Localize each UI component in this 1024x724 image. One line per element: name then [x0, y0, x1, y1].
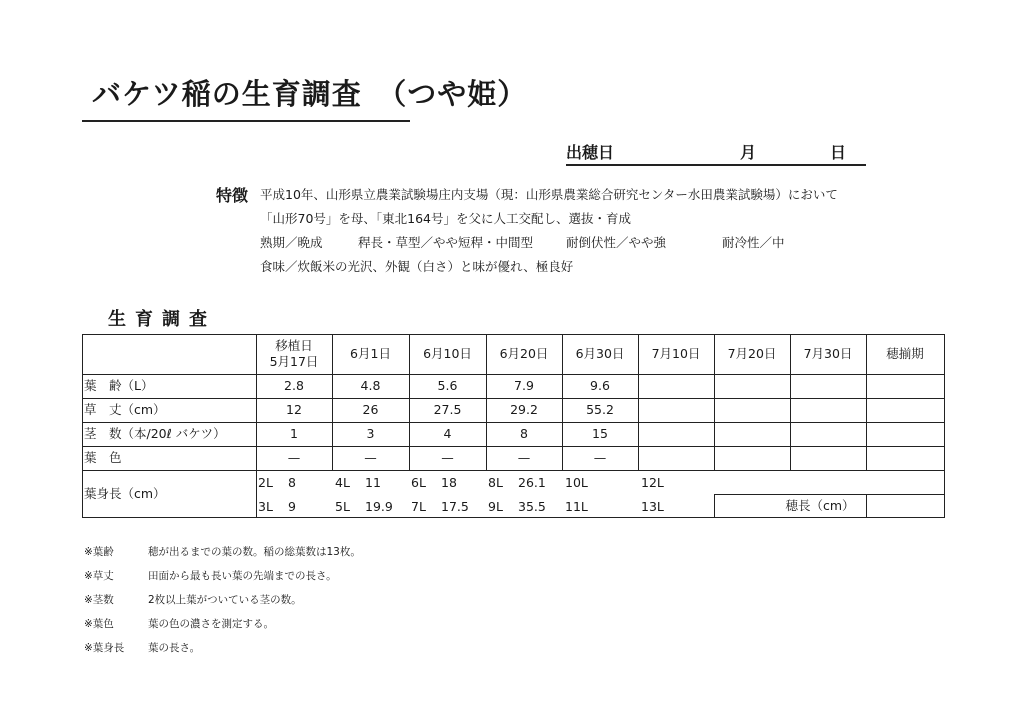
leaf-length-value: 8: [288, 475, 296, 490]
leaf-position: 2L: [258, 475, 273, 490]
heading-date-day: 日: [830, 143, 847, 162]
features-line-2: 「山形70号」を母、「東北164号」を父に人工交配し、選抜・育成: [260, 211, 632, 226]
page-title: バケツ稲の生育調査 （つや姫）: [92, 77, 528, 111]
features-label: 特徴: [216, 186, 249, 205]
note-term: ※茎数: [84, 594, 114, 606]
note-desc: 葉の長さ。: [148, 642, 201, 654]
features-line-1: 平成10年、山形県立農業試験場庄内支場（現：山形県農業総合研究センター水田農業試験場）において: [260, 187, 838, 202]
leaf-length-value: 18: [441, 475, 457, 490]
note-term: ※葉色: [84, 618, 114, 630]
leaf-length-value: 9: [288, 499, 296, 514]
grid-line: [82, 422, 945, 423]
leaf-length-value: 26.1: [518, 475, 546, 490]
feature-lodging: 耐倒伏性／やや強: [566, 235, 667, 250]
leaf-position: 13L: [641, 499, 664, 514]
leaf-position: 10L: [565, 475, 588, 490]
table-cell: 1: [290, 426, 298, 441]
table-cell: 4: [443, 426, 452, 441]
leaf-length-value: 35.5: [518, 499, 546, 514]
row-label-leaf-color: 葉 色: [84, 450, 122, 465]
leaf-position: 8L: [488, 475, 503, 490]
grid-line: [82, 398, 945, 399]
grid-line: [256, 470, 257, 518]
note-desc: 葉の色の濃さを測定する。: [148, 618, 274, 630]
table-cell: 4.8: [360, 378, 381, 393]
header-date: 7月30日: [803, 346, 853, 361]
table-cell: —: [441, 450, 454, 465]
note-term: ※葉身長: [84, 642, 125, 654]
heading-date-underline: [566, 164, 866, 166]
features-line-4: 食味／炊飯米の光沢、外観（白さ）と味が優れ、極良好: [260, 259, 574, 274]
table-cell: 15: [592, 426, 608, 441]
features-line-3: [260, 233, 820, 253]
table-cell: 3: [366, 426, 375, 441]
header-date: 6月30日: [575, 346, 625, 361]
grid-line: [714, 494, 945, 495]
table-cell: 12: [286, 402, 302, 417]
grid-line: [82, 334, 83, 518]
table-cell: 8: [520, 426, 528, 441]
table-cell: 2.8: [284, 378, 304, 393]
ear-length-label: 穂長（cm）: [785, 498, 855, 513]
feature-cold: 耐冷性／中: [722, 235, 785, 250]
heading-date-month: 月: [740, 143, 757, 162]
table-cell: —: [364, 450, 377, 465]
heading-date-label: 出穂日: [566, 143, 615, 162]
table-cell: 7.9: [514, 378, 534, 393]
note-term: ※葉齢: [84, 546, 114, 558]
table-cell: —: [517, 450, 531, 465]
leaf-position: 11L: [565, 499, 588, 514]
leaf-position: 12L: [641, 475, 664, 490]
note-term: ※草丈: [84, 570, 114, 582]
leaf-position: 3L: [258, 499, 273, 514]
grid-line: [82, 517, 945, 518]
note-desc: 2枚以上葉がついている茎の数。: [148, 594, 302, 606]
grid-line: [944, 334, 945, 518]
table-cell: 29.2: [510, 402, 538, 417]
leaf-length-value: 11: [365, 475, 381, 490]
heading-date-field: [566, 140, 866, 164]
header-date: 7月10日: [651, 346, 701, 361]
row-label-stem-count: 茎 数（本/20ℓ バケツ）: [84, 426, 226, 441]
section-title: 生育調査: [108, 309, 216, 330]
header-date: 6月10日: [423, 346, 472, 361]
header-heading-stage: 穂揃期: [886, 346, 924, 361]
title-underline: [82, 120, 410, 122]
table-cell: 5.6: [437, 378, 458, 393]
leaf-length-value: 19.9: [365, 499, 393, 514]
feature-maturity: 熟期／晩成: [260, 235, 323, 250]
table-cell: 27.5: [433, 402, 462, 417]
table-cell: 9.6: [590, 378, 610, 393]
header-date: 7月20日: [727, 346, 777, 361]
grid-line: [82, 470, 945, 471]
table-cell: —: [593, 450, 607, 465]
leaf-position: 9L: [488, 499, 503, 514]
grid-line: [82, 446, 945, 447]
grid-line: [82, 334, 945, 335]
header-transplant-date: 移植日 5月17日: [269, 338, 319, 369]
row-label-plant-height: 草 丈（cm）: [84, 402, 166, 417]
leaf-position: 4L: [335, 475, 350, 490]
feature-culm: 稈長・草型／やや短稈・中間型: [358, 235, 534, 250]
leaf-length-value: 17.5: [441, 499, 469, 514]
grid-line: [82, 374, 945, 375]
table-cell: —: [287, 450, 301, 465]
leaf-position: 5L: [335, 499, 350, 514]
leaf-position: 7L: [411, 499, 426, 514]
note-desc: 穂が出るまでの葉の数。稲の総葉数は13枚。: [148, 546, 361, 558]
table-cell: 26: [362, 402, 379, 417]
leaf-position: 6L: [411, 475, 426, 490]
row-label-leaf-length: 葉身長（cm）: [84, 486, 166, 501]
header-date: 6月1日: [350, 346, 391, 361]
note-desc: 田面から最も長い葉の先端までの長さ。: [148, 570, 337, 582]
row-label-leaf-age: 葉 齢（L）: [84, 378, 154, 393]
header-date: 6月20日: [499, 346, 549, 361]
grid-line: [866, 494, 867, 518]
table-cell: 55.2: [586, 402, 614, 417]
